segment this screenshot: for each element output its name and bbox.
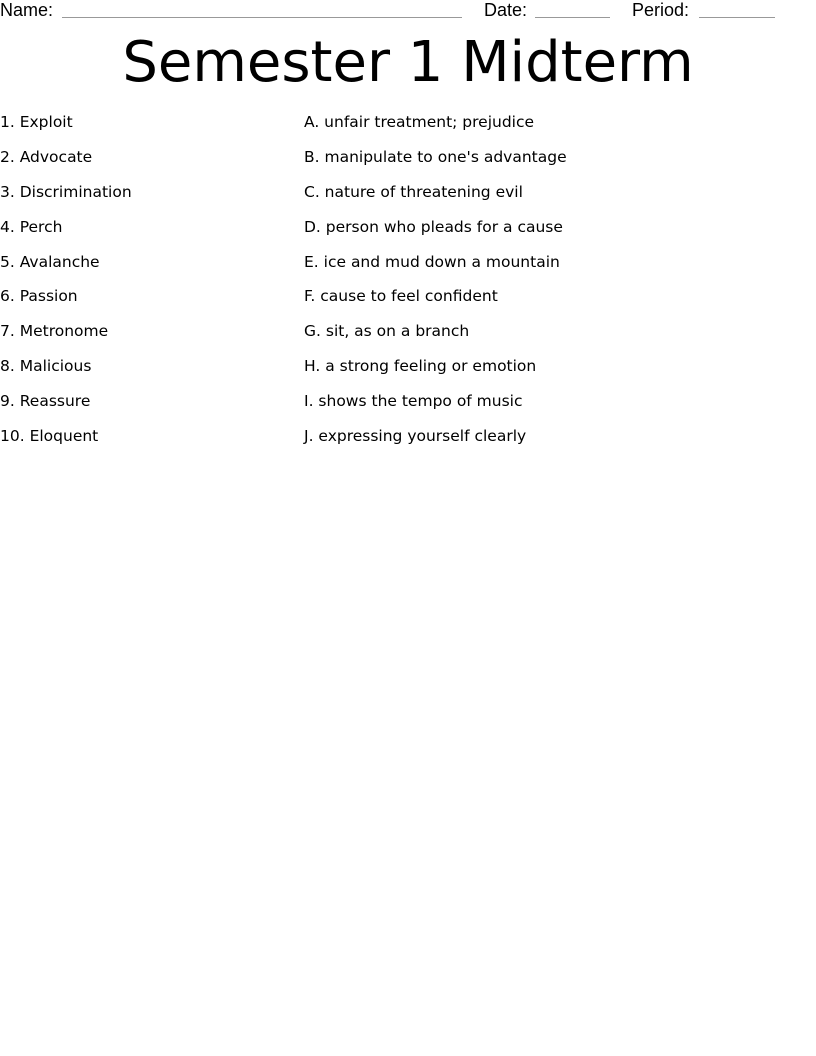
term-item: 6. Passion: [0, 287, 78, 306]
definition-item: E. ice and mud down a mountain: [304, 252, 560, 271]
definition-item: J. expressing yourself clearly: [304, 427, 527, 446]
terms-list: [0, 112, 290, 461]
definition-item: D. person who pleads for a cause: [304, 217, 563, 236]
term-item: 10. Eloquent: [0, 427, 99, 446]
term-item: 2. Advocate: [0, 147, 93, 166]
term-item: 8. Malicious: [0, 357, 92, 376]
definition-item: A. unfair treatment; prejudice: [304, 113, 535, 131]
term-item: 1. Exploit: [0, 113, 73, 131]
name-blank[interactable]: [62, 17, 462, 18]
definition-item: I. shows the tempo of music: [304, 392, 523, 411]
definition-item: H. a strong feeling or emotion: [304, 357, 537, 376]
date-blank[interactable]: [535, 17, 610, 18]
worksheet-header: [0, 0, 816, 22]
definitions-list: [304, 112, 804, 461]
period-blank[interactable]: [699, 17, 775, 18]
term-item: 9. Reassure: [0, 392, 91, 411]
page-title: Semester 1 Midterm: [122, 30, 694, 95]
definition-item: G. sit, as on a branch: [304, 322, 470, 341]
term-item: 3. Discrimination: [0, 182, 132, 201]
definition-item: C. nature of threatening evil: [304, 182, 523, 201]
definition-item: F. cause to feel confident: [304, 287, 498, 306]
term-item: 7. Metronome: [0, 322, 109, 341]
term-item: 5. Avalanche: [0, 252, 100, 271]
date-label: Date:: [484, 0, 528, 20]
period-label: Period:: [632, 0, 690, 20]
definition-item: B. manipulate to one's advantage: [304, 147, 567, 166]
name-label: Name:: [0, 0, 54, 20]
term-item: 4. Perch: [0, 217, 63, 236]
